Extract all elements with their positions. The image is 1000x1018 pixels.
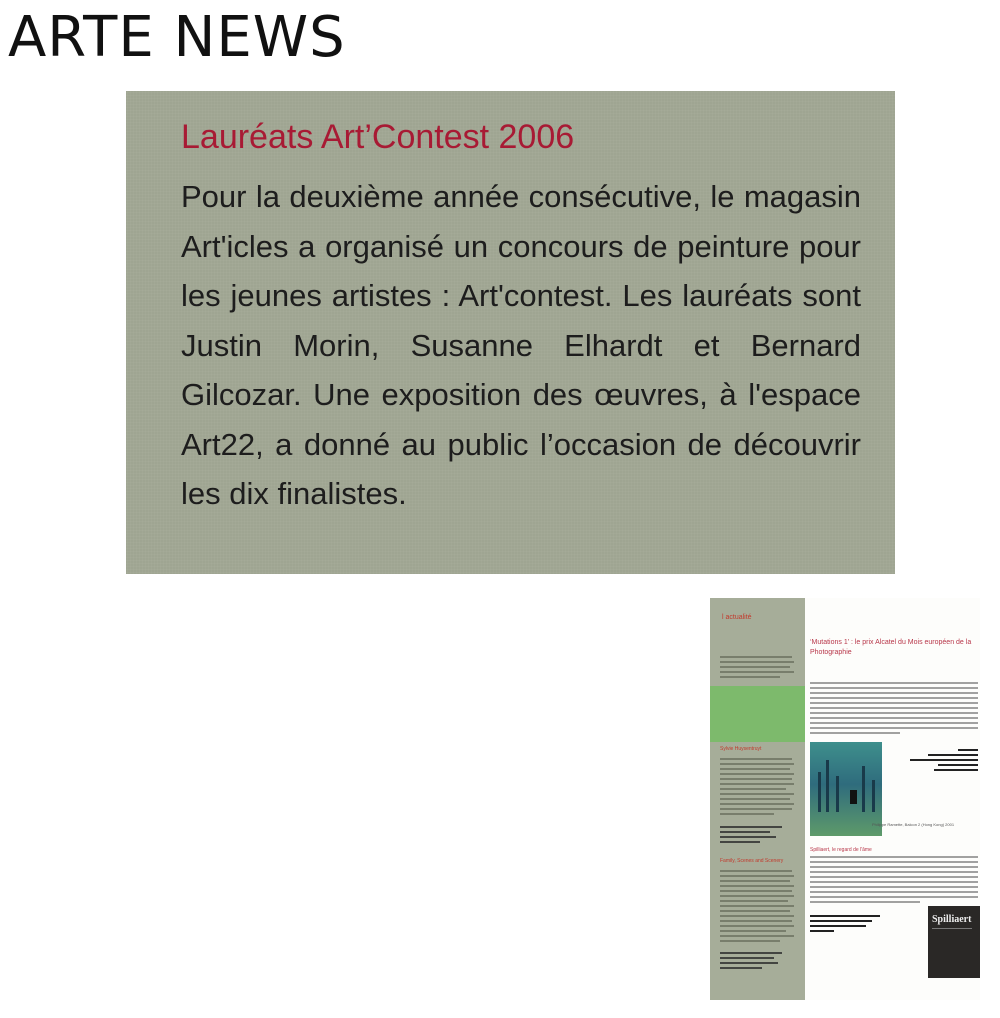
exhibition-info [908, 746, 978, 771]
photo-lamp [850, 790, 857, 804]
text-line [810, 886, 978, 888]
left-heading-2: Family, Scenes and Scenery [720, 858, 784, 864]
info-line [938, 764, 978, 766]
text-line [720, 925, 794, 927]
text-line [810, 896, 978, 898]
clipping-body: Pour la deuxième année consécutive, le magasin Art'icles a organisé un concours de peinture pour les jeunes artistes : Art'contest. Les lauréats sont Justin Morin, Susanne Elhardt et Bernard Gilcozar. Une exposition des œuvres, à l'espace Art22, a donné au public l’occasion de découvrir les dix finalistes. [181, 179, 861, 511]
event-info-line [720, 967, 762, 969]
text-line [810, 732, 900, 734]
text-line [720, 900, 788, 902]
text-line [810, 881, 978, 883]
photo-detail [872, 780, 875, 812]
info-line [810, 915, 880, 917]
info-line [934, 769, 978, 771]
photo-caption: Philippe Ramette, Balcon 2 (Hong Kong) 2001 [872, 822, 955, 827]
text-line [720, 676, 780, 678]
event-info-line [720, 957, 774, 959]
text-line [720, 940, 780, 942]
second-article-heading: Spilliaert, le regard de l'âme [810, 847, 872, 853]
text-line [720, 803, 794, 805]
text-line [720, 935, 794, 937]
text-line [720, 920, 792, 922]
info-line [928, 754, 978, 756]
text-line [810, 727, 978, 729]
text-line [720, 870, 792, 872]
text-line [720, 763, 794, 765]
event-info-line [720, 952, 782, 954]
event-info-line [720, 831, 770, 833]
info-line [910, 759, 978, 761]
text-line [720, 895, 794, 897]
photo-detail [836, 776, 839, 812]
photo-detail [826, 760, 829, 812]
info-line [810, 925, 866, 927]
text-line [720, 778, 792, 780]
text-line [810, 717, 978, 719]
text-line [720, 768, 790, 770]
text-line [720, 773, 794, 775]
text-line [810, 876, 978, 878]
text-line [810, 712, 978, 714]
info-line [958, 749, 978, 751]
book-cover [928, 906, 980, 978]
event-info-line [720, 826, 782, 828]
event-info-line [720, 836, 776, 838]
main-article-heading: ‘Mutations 1’ : le prix Alcatel du Mois européen de la Photographie [810, 639, 972, 656]
info-line [810, 920, 872, 922]
text-line [720, 890, 792, 892]
text-line [720, 915, 794, 917]
text-line [810, 697, 978, 699]
book-info [810, 912, 890, 932]
text-line [720, 930, 786, 932]
text-line [810, 891, 978, 893]
text-line [810, 722, 978, 724]
text-line [720, 661, 794, 663]
text-line [810, 861, 978, 863]
text-line [720, 758, 792, 760]
text-line [810, 866, 978, 868]
info-line [810, 930, 834, 932]
text-line [720, 793, 794, 795]
text-line [810, 682, 978, 684]
text-line [810, 707, 978, 709]
left-heading-1: Sylvie Huysentruyt [720, 746, 762, 752]
text-line [810, 856, 978, 858]
text-line [720, 808, 792, 810]
text-line [810, 871, 978, 873]
page-header: ARTE NEWS [8, 5, 346, 70]
text-line [720, 788, 786, 790]
text-line [720, 880, 790, 882]
book-subtitle-line [932, 928, 972, 929]
text-line [720, 671, 794, 673]
event-info-line [720, 841, 760, 843]
book-title: Spilliaert [932, 914, 972, 925]
magazine-page-thumbnail [710, 598, 980, 1000]
left-column [710, 598, 805, 1000]
clipping-title: Lauréats Art’Contest 2006 [181, 118, 575, 156]
text-line [720, 656, 792, 658]
text-line [720, 875, 794, 877]
highlighted-article-box [710, 686, 805, 742]
event-info-line [720, 962, 778, 964]
photo-detail [862, 766, 865, 812]
text-line [720, 885, 794, 887]
text-line [810, 687, 978, 689]
text-line [810, 692, 978, 694]
section-label: l actualité [722, 614, 752, 621]
text-line [720, 813, 774, 815]
text-line [720, 783, 794, 785]
text-line [720, 905, 794, 907]
text-line [810, 901, 920, 903]
text-line [720, 910, 790, 912]
text-line [810, 702, 978, 704]
news-clipping [126, 91, 895, 574]
photo-detail [818, 772, 821, 812]
text-line [720, 798, 790, 800]
text-line [720, 666, 790, 668]
